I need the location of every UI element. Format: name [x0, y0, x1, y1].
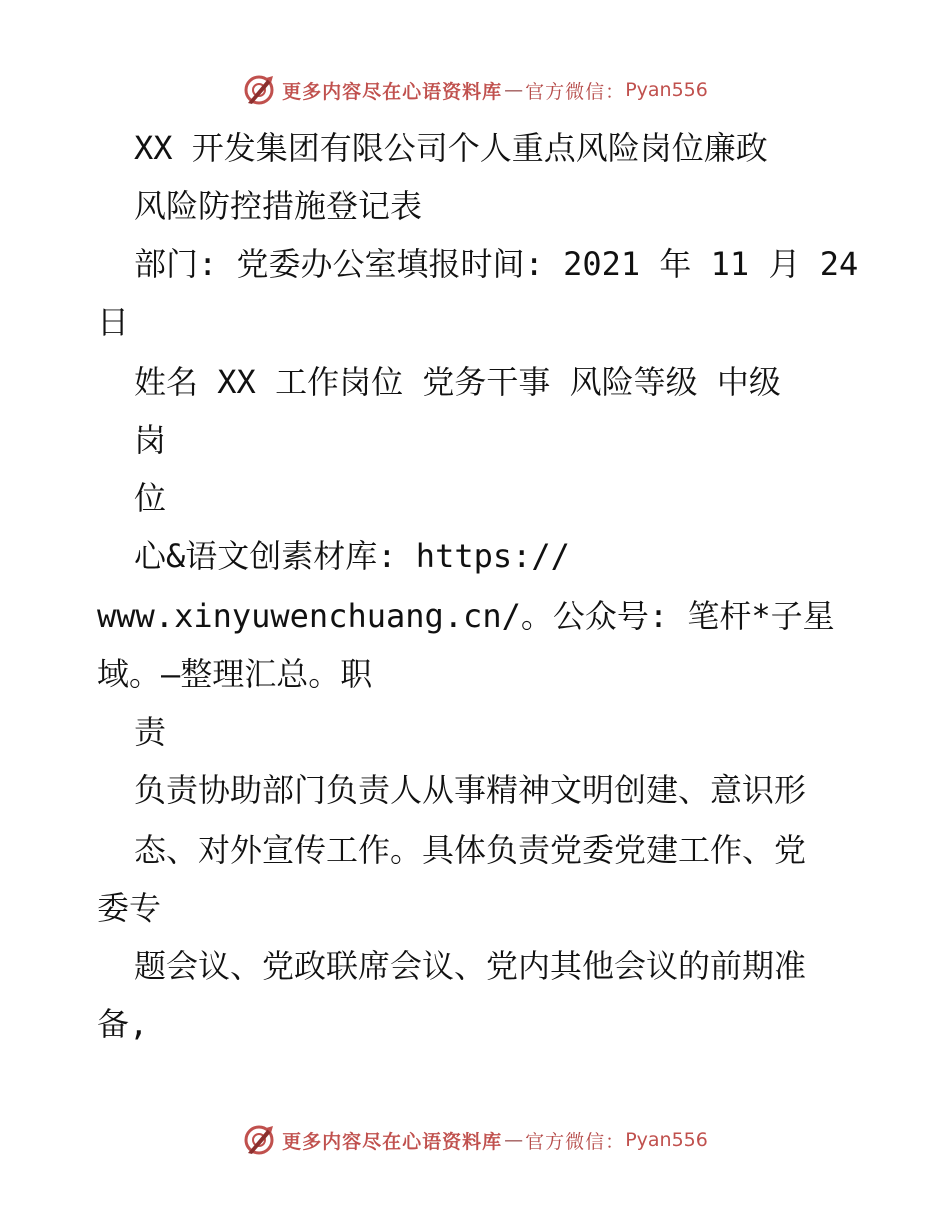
quill-seal-icon	[242, 73, 276, 107]
banner-main-text: 更多内容尽在心语资料库	[282, 80, 503, 103]
doc-duty-line-3: 委专	[97, 889, 162, 927]
doc-url-line: www.xinyuwenchuang.cn/。公众号: 笔杆*子星	[97, 597, 835, 635]
doc-duty-line-5: 备,	[97, 1005, 149, 1043]
doc-title-line-1: XX 开发集团有限公司个人重点风险岗位廉政	[134, 129, 768, 167]
header-watermark-banner	[0, 70, 950, 110]
quill-seal-icon	[242, 1123, 276, 1157]
doc-label-gang: 岗	[134, 421, 167, 459]
doc-date-continuation: 日	[97, 303, 130, 341]
banner-wechat-label: 官方微信：	[525, 1130, 626, 1153]
doc-info-line: 姓名 XX 工作岗位 党务干事 风险等级 中级	[134, 363, 781, 401]
banner-wechat-id: Pyan556	[625, 79, 708, 101]
doc-summary-line: 域。—整理汇总。职	[97, 655, 373, 693]
doc-duty-line-1: 负责协助部门负责人从事精神文明创建、意识形	[134, 771, 807, 809]
banner-dash: —	[504, 79, 524, 101]
footer-watermark-banner	[0, 1120, 950, 1160]
banner-wechat-id: Pyan556	[625, 1129, 708, 1151]
doc-source-line: 心&语文创素材库: https://	[134, 537, 570, 575]
doc-label-ze: 责	[134, 713, 167, 751]
banner-dash: —	[504, 1129, 524, 1151]
doc-duty-line-2: 态、对外宣传工作。具体负责党委党建工作、党	[134, 831, 807, 869]
banner-wechat-label: 官方微信：	[525, 80, 626, 103]
doc-department-line: 部门: 党委办公室填报时间: 2021 年 11 月 24	[134, 245, 859, 283]
doc-title-line-2: 风险防控措施登记表	[134, 187, 423, 225]
doc-label-wei: 位	[134, 479, 167, 517]
banner-main-text: 更多内容尽在心语资料库	[282, 1130, 503, 1153]
doc-duty-line-4: 题会议、党政联席会议、党内其他会议的前期准	[134, 947, 807, 985]
